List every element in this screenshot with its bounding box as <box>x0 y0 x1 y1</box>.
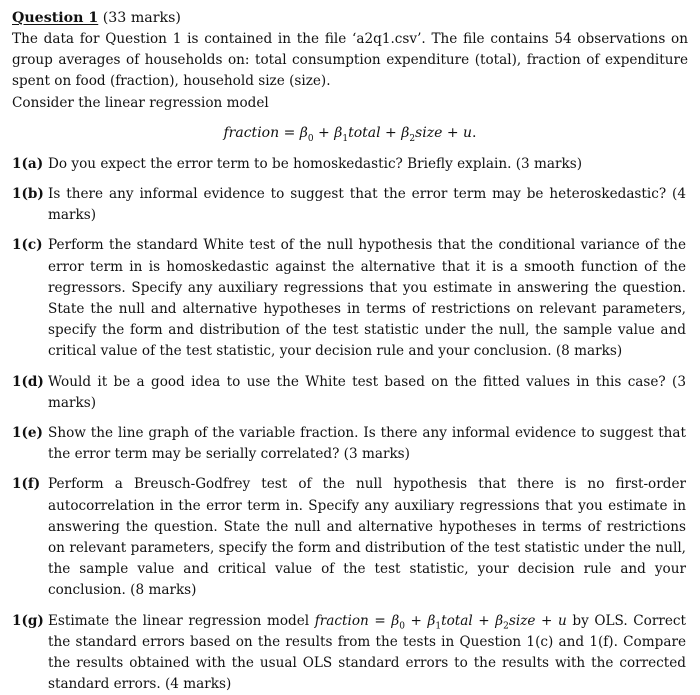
part-label: 1(c) <box>12 237 43 254</box>
eq-var-size: size <box>415 124 443 141</box>
eq-plus-3: + <box>442 124 464 141</box>
question-parts <box>12 154 688 695</box>
part-text: Would it be a good idea to use the White test based on the fitted values in this case? (3 marks) <box>48 373 686 411</box>
inline-eq-beta2-sub: 2 <box>503 621 509 632</box>
eq-equals: = <box>279 124 300 141</box>
inline-eq-var-size: size <box>508 612 536 629</box>
inline-eq-var-total: total <box>441 612 473 629</box>
question-marks: (33 marks) <box>102 10 181 26</box>
inline-eq-beta0-sub: 0 <box>399 621 405 632</box>
consider-line: Consider the linear regression model <box>12 94 269 111</box>
inline-eq-error: u <box>558 612 567 629</box>
eq-beta0: β <box>299 124 308 141</box>
part-text: Is there any informal evidence to suggest that the error term may be heteroskedastic? (4 marks) <box>48 186 686 224</box>
part-text: Perform the standard White test of the null hypothesis that the conditional variance of the error term in is homoskedastic against the alternative that it is a smooth function of the regressors. Specify any auxiliary regressions that you estimate in answering the question. State the null and alternative hypotheses in terms of restrictions on relevant parameters, specify the form and distribution of the test statistic under the null, the sample value and critical value of the test statistic, your decision rule and your conclusion. (8 marks) <box>48 237 686 360</box>
part-label: 1(d) <box>12 373 44 390</box>
part-label: 1(b) <box>12 186 44 203</box>
part-1d <box>12 372 688 414</box>
model-equation <box>12 122 688 144</box>
inline-eq-plus-3: + <box>535 612 559 629</box>
part-text: Perform a Breusch-Godfrey test of the null hypothesis that there is no first-order autocorrelation in the error term in. Specify any auxiliary regressions that you estimate in answering the question. State the null and alternative hypotheses in terms of restrictions on relevant parameters, specify the form and distribution of the test statistic under the null, the sample value and critical value of the test statistic, your decision rule and your conclusion. (8 marks) <box>48 476 686 599</box>
part-label: 1(e) <box>12 425 43 442</box>
eq-beta1-sub: 1 <box>342 133 349 144</box>
eq-beta2-sub: 2 <box>409 133 416 144</box>
part-text <box>48 611 688 695</box>
eq-var-total: total <box>348 124 381 141</box>
eq-plus-2: + <box>380 124 402 141</box>
inline-eq-beta1-sub: 1 <box>435 621 442 632</box>
part-1f <box>12 474 688 601</box>
part-label: 1(a) <box>12 155 44 172</box>
part-label: 1(g) <box>12 612 44 629</box>
inline-eq-lhs: fraction <box>314 612 369 629</box>
eq-lhs: fraction <box>223 124 280 141</box>
part-1a <box>12 154 688 175</box>
eq-beta1: β <box>334 124 343 141</box>
eq-beta2: β <box>401 124 410 141</box>
part-text-before: Estimate the linear regression model <box>48 612 315 629</box>
part-text: Do you expect the error term to be homoskedastic? Briefly explain. (3 marks) <box>48 155 583 172</box>
part-1e <box>12 423 688 465</box>
inline-eq-plus-1: + <box>404 612 428 629</box>
part-text: Show the line graph of the variable fraction. Is there any informal evidence to suggest that the error term may be serially correlated? (3 marks) <box>48 425 686 463</box>
eq-end: . <box>472 124 477 141</box>
part-text-after: by OLS. Correct the standard errors based on the results from the tests in Question 1(c) and 1(f). Compare the results obtained with the usual OLS standard errors to the results with the corrected standard errors. (4 marks) <box>48 612 686 693</box>
question-heading <box>12 8 688 29</box>
inline-eq-beta1: β <box>427 612 436 629</box>
inline-eq-equals: = <box>368 612 392 629</box>
eq-error: u <box>463 124 473 141</box>
part-1b <box>12 184 688 226</box>
eq-beta0-sub: 0 <box>307 133 314 144</box>
question-title: Question 1 <box>12 10 99 26</box>
inline-eq-beta0: β <box>391 612 400 629</box>
inline-eq-plus-2: + <box>472 612 496 629</box>
part-label: 1(f) <box>12 476 41 493</box>
part-1g <box>12 611 688 695</box>
part-1c <box>12 235 688 362</box>
eq-plus-1: + <box>313 124 335 141</box>
inline-eq-beta2: β <box>495 612 504 629</box>
question-intro: The data for Question 1 is contained in the file ‘a2q1.csv’. The file contains 54 observations on group averages of households on: total consumption expenditure (total), fraction of expenditure spent on food (fraction), household size (size). <box>12 31 688 90</box>
